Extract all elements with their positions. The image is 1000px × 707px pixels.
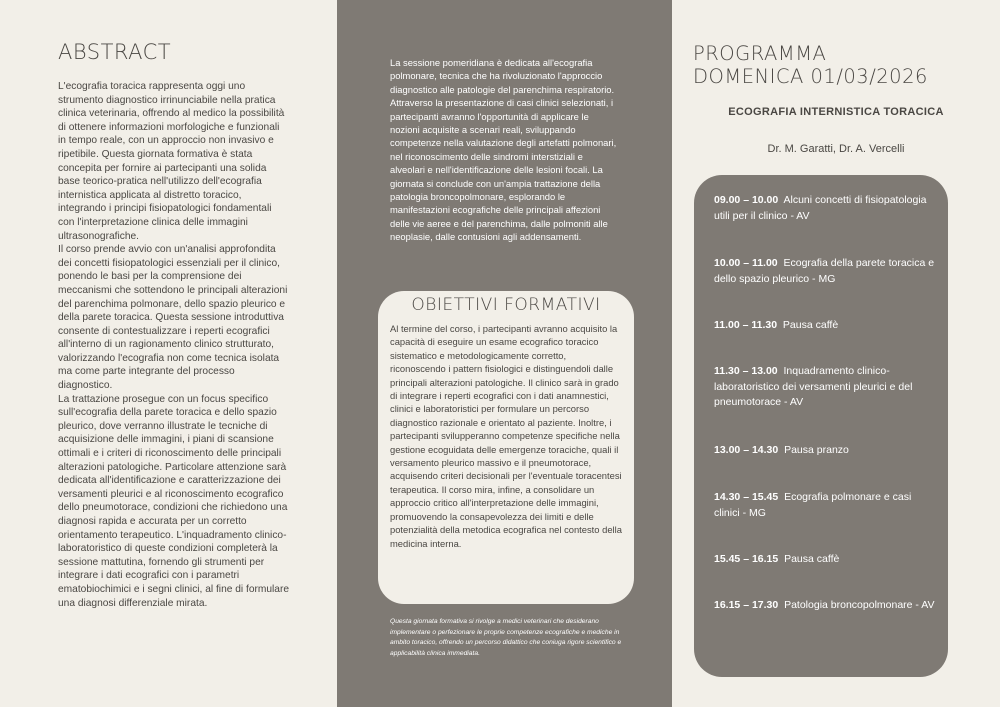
schedule-description: Pausa caffè xyxy=(782,319,839,331)
afternoon-session-text: La sessione pomeridiana è dedicata all'ecografia polmonare, tecnica che ha rivoluzionato l'approccio diagnostico alle patologie del parenchima respiratorio. Attraverso la presentazione di casi clinici selezionati, i partecipanti avranno l'opportunità di applicare le nozioni acquisite a scenari reali, sviluppando competenze nella valutazione degli artefatti polmonari, nel riconoscimento delle sindromi interstiziali e alveolari e nell'identificazione delle lesioni focali. La giornata si conclude con un'ampia trattazione della patologia broncopolmonare, esplorando le manifestazioni ecografiche delle principali affezioni delle vie aeree e del parenchima, dalle polmoniti alle neoplasie, dalle contusioni agli addensamenti. xyxy=(390,57,617,243)
schedule-time: 09.00 – 10.00 xyxy=(714,194,779,206)
schedule-description: Pausa caffè xyxy=(784,553,840,565)
abstract-paragraph: Il corso prende avvio con un'analisi approfondita dei concetti fisiopatologici essenziali per il clinico, ponendo le basi per la comprensione dei meccanismi che sottendono le principali alterazioni del parenchima polmonare, dello spazio pleurico e della parete toracica. Questa sessione introduttiva consente di contestualizzare i reperti ecografici all'interno di un ragionamento clinico strutturato, valorizzando l'ecografia non come tecnica isolata ma come parte integrante del processo diagnostico. xyxy=(58,244,288,392)
schedule-item xyxy=(714,490,936,521)
middle-panel xyxy=(337,0,672,707)
program-panel xyxy=(672,0,1000,707)
abstract-paragraph: L'ecografia toracica rappresenta oggi uno strumento diagnostico irrinunciabile nella pratica clinica veterinaria, offrendo al medico la possibilità di ottenere informazioni morfologiche e funzionali in tempo reale, con un approccio non invasivo e ripetibile. Questa giornata formativa è stata concepita per fornire ai partecipanti una solida base teorico-pratica nell'utilizzo dell'ecografia internistica applicata al distretto toracico, integrando i principi fisiopatologici fondamentali con l'interpretazione clinica delle immagini ultrasonografiche. xyxy=(58,81,285,242)
speakers: Dr. M. Garatti, Dr. A. Vercelli xyxy=(767,143,905,155)
objectives-box xyxy=(378,291,634,604)
schedule-description: Alcuni concetti di fisiopatologia utili per il clinico - AV xyxy=(714,194,927,222)
schedule-box xyxy=(694,175,948,677)
program-date: DOMENICA 01/03/2026 xyxy=(693,65,928,88)
schedule-item xyxy=(714,256,936,287)
schedule-time: 16.15 – 17.30 xyxy=(714,599,779,611)
schedule-item xyxy=(714,598,936,614)
schedule-time: 15.45 – 16.15 xyxy=(714,553,779,565)
program-title xyxy=(693,42,993,88)
schedule-description: Patologia broncopolmonare - AV xyxy=(784,599,935,611)
schedule-item xyxy=(714,364,936,411)
abstract-title: ABSTRACT xyxy=(58,40,172,64)
abstract-text xyxy=(58,80,289,610)
schedule-description: Pausa pranzo xyxy=(784,444,849,456)
schedule-item xyxy=(714,443,936,459)
course-title: ECOGRAFIA INTERNISTICA TORACICA xyxy=(728,106,944,118)
schedule-item xyxy=(714,193,936,224)
schedule-description: Ecografia della parete toracica e dello spazio pleurico - MG xyxy=(714,257,935,285)
program-title-line1: PROGRAMMA xyxy=(693,42,827,65)
schedule-time: 11.00 – 11.30 xyxy=(714,319,778,331)
objectives-text: Al termine del corso, i partecipanti avranno acquisito la capacità di eseguire un esame ecografico toracico sistematico e metodologicamente corretto, riconoscendo i pattern fisiologici e distinguendoli dalle principali alterazioni patologiche. Il clinico sarà in grado di integrare i reperti ecografici con i dati anamnestici, clinici e laboratoristici per formulare un percorso diagnostico razionale e orientato al paziente. Inoltre, i partecipanti svilupperanno competenze specifiche nella gestione ecoguidata delle emergenze toraciche, quali il versamento pleurico massivo e il pneumotorace, acquisendo criteri decisionali per l'eventuale toracentesi terapeutica. Il corso mira, infine, a consolidare un approccio critico all'interpretazione delle immagini, promuovendo la consapevolezza dei limiti e delle potenzialità della metodica ecografica nel contesto della medicina interna. xyxy=(390,323,622,549)
abstract-panel xyxy=(0,0,337,707)
target-audience-note: Questa giornata formativa si rivolge a medici veterinari che desiderano implementare o perfezionare le proprie competenze ecografiche e mediche in ambito toracico, offrendo un percorso didattico che coniuga rigore scientifico e applicabilità clinica immediata. xyxy=(390,618,622,657)
schedule-item xyxy=(714,318,936,334)
objectives-title: OBIETTIVI FORMATIVI xyxy=(411,295,601,315)
schedule-item xyxy=(714,552,936,568)
schedule-time: 11.30 – 13.00 xyxy=(714,365,778,377)
abstract-paragraph: La trattazione prosegue con un focus specifico sull'ecografia della parete toracica e dello spazio pleurico, dove verranno illustrate le tecniche di acquisizione delle immagini, i piani di scansione ottimali e i criteri di riconoscimento delle principali alterazioni patologiche. Particolare attenzione sarà dedicata all'identificazione e caratterizzazione dei versamenti pleurici e al riconoscimento ecografico dello pneumotorace, condizioni che richiedono una diagnosi rapida e accurata per un corretto orientamento terapeutico. L'inquadramento clinico-laboratoristico di queste condizioni completerà la sessione mattutina, fornendo gli strumenti per integrare i dati ecografici con i parametri ematobiochimici e i segni clinici, al fine di formulare una diagnosi differenziale mirata. xyxy=(58,393,290,609)
schedule-time: 14.30 – 15.45 xyxy=(714,491,779,503)
schedule-time: 10.00 – 11.00 xyxy=(714,257,778,269)
schedule-time: 13.00 – 14.30 xyxy=(714,444,779,456)
schedule-description: Ecografia polmonare e casi clinici - MG xyxy=(714,491,912,519)
schedule-description: Inquadramento clinico-laboratoristico dei versamenti pleurici e del pneumotorace - AV xyxy=(714,365,913,408)
